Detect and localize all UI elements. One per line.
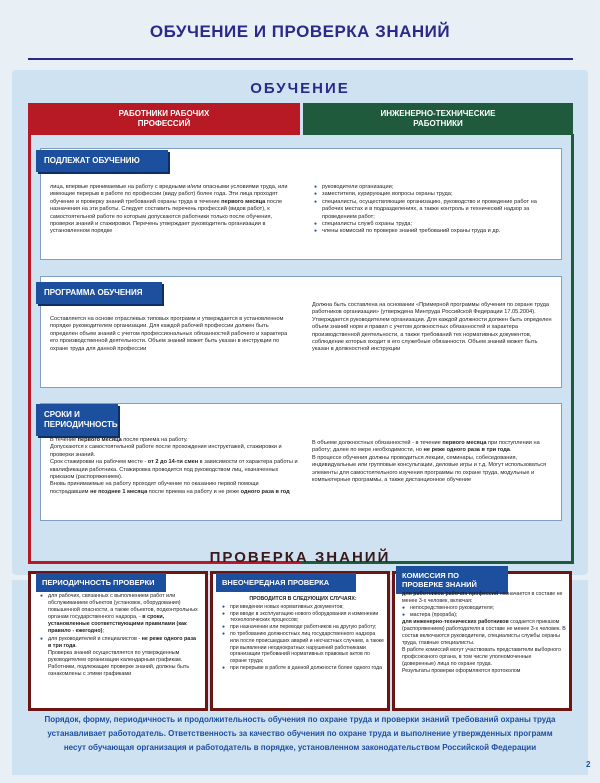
training-section-title: ОБУЧЕНИЕ [250, 80, 350, 97]
extraordinary-check-text: ПРОВОДИТСЯ В СЛЕДУЮЩИХ СЛУЧАЯХ: ● при введении новых нормативных документов; ● при вводе в эксплуатацию нового оборудования и изменении технологических процессов; ● при назначении или переводе работников на другую работу; ● по требованию должностных лиц государственного надзора или после происшедших аварий и несчастных случаев, а также при выявлении неоднократных нарушений работниками организации требований нормативных правовых актов по охране труда; ● при перерыве в работе в данной должности более одного года [222, 596, 384, 672]
title-divider [28, 58, 573, 60]
subject-workers-text: лица, впервые принимаемые на работу с вредными и/или опасными условиями труда, или имеющие перерыв в работе по профессии (виду работ) более года. Эти лица проходят обучение и проверку знаний требований охраны труда в течение первого месяца после назначения на эти работы. Следует составить перечень профессий (видов работ), к самостоятельной работе по которым допускаются работники только после обучения, проверки знаний и стажировки. Перечень утверждает руководитель организации в установленном порядке [50, 184, 288, 235]
program-tag: ПРОГРАММА ОБУЧЕНИЯ [36, 282, 162, 304]
list-item: ● по требованию должностных лиц государственного надзора или после происшедших аварий и несчастных случаев, а также при выявлении неоднократных нарушений работниками организации требований нормативных правовых актов по охране труда; [222, 631, 384, 665]
workers-column-header: РАБОТНИКИ РАБОЧИХ ПРОФЕССИЙ [28, 103, 300, 135]
exam-section-title: ПРОВЕРКА ЗНАНИЙ [209, 549, 391, 566]
list-item: ● при введении новых нормативных документов; [222, 604, 384, 611]
commission-tag: КОМИССИЯ ПО ПРОВЕРКЕ ЗНАНИЙ [396, 566, 508, 594]
engineers-column-header: ИНЖЕНЕРНО-ТЕХНИЧЕСКИЕ РАБОТНИКИ [303, 103, 573, 135]
list-item: ● при вводе в эксплуатацию нового оборудования и изменении технологических процессов; [222, 611, 384, 625]
list-item: ● мастера (прораба); [402, 612, 566, 619]
list-item: ● непосредственного руководителя; [402, 605, 566, 612]
list-item: ● специалисты, осуществляющие организацию, руководство и проведение работ на рабочих местах и в подразделениях, а также контроль и технический надзор за проведением работ; [314, 199, 554, 221]
list-item: ● при назначении или переводе работников на другую работу; [222, 624, 384, 631]
periodicity-workers-text: В течение первого месяца после приема на работу. Допускаются к самостоятельной работе после прохождения инструктажей, стажировки и проверки знаний. Срок стажировки на рабочем месте - от 2 до 14-ти смен в зависимости от характера работы и квалификации работника. Стажировка проводится под руководством лиц, назначенных приказом (распоряжением). Вновь принимаемые на работу проходят обучение по оказанию первой помощи пострадавшим не позднее 1 месяца после приема на работу и не реже одного раза в год [50, 437, 298, 495]
list-item: ● специалисты служб охраны труда; [314, 221, 554, 228]
footer-note: Порядок, форму, периодичность и продолжительность обучения по охране труда и проверки знаний требований охраны труда устанавливает работодатель. Ответственность за качество обучения по охране труда и выполнение утвержденных программ несут обучающая организация и работодатель в порядке, установленном законодательством Российской Федерации [44, 715, 556, 752]
periodic-check-text: ● для рабочих, связанных с выполнением работ или обслуживанием объектов (установок, оборудования) повышенной опасности, а также объектов, подконтрольных органам государственного надзора, - в сроки, установленные соответствующими правилами (как правило - ежегодно); ● для руководителей и специалистов - не реже одного раза в три года. Проверка знаний осуществляется по утвержденным руководителем организации календарным графикам. Работники, подлежащие проверке знаний, должны быть ознакомлены с этими графиками [40, 593, 200, 678]
subject-engineers-list [314, 184, 554, 236]
list-item: ● при перерыве в работе в данной должности более одного года [222, 665, 384, 672]
list-item: ● для рабочих, связанных с выполнением работ или обслуживанием объектов (установок, оборудования) повышенной опасности, а также объектов, подконтрольных органам государственного надзора, - в сроки, установленные соответствующими правилами (как правило - ежегодно); [40, 593, 200, 636]
periodicity-tag: СРОКИ И ПЕРИОДИЧНОСТЬ [36, 404, 118, 436]
list-item: ● руководители организации; [314, 184, 554, 191]
list-item: ● заместители, курирующие вопросы охраны труда; [314, 191, 554, 198]
list-item: ● члены комиссий по проверке знаний требований охраны труда и др. [314, 228, 554, 235]
subject-tag: ПОДЛЕЖАТ ОБУЧЕНИЮ [36, 150, 168, 172]
periodicity-engineers-text: В объеме должностных обязанностей - в течение первого месяца при поступлении на работу; далее по мере необходимости, но не реже одного раза в три года. В процессе обучения должны проводиться лекции, семинары, собеседования, индивидуальные или групповые консультации, деловые игры и т.д. Могут использоваться элементы для самостоятельного изучения программы по охране труда, модульные и компьютерные программы, а также дистанционное обучение [312, 440, 547, 484]
page-title: ОБУЧЕНИЕ И ПРОВЕРКА ЗНАНИЙ [149, 22, 451, 41]
program-engineers-text: Должна быть составлена на основании «Примерной программы обучения по охране труда работников организации» (утверждена Минтруда Российской Федерации 17.05.2004). Утверждается руководителем организации. Для каждой должности должен быть определен объем знаний норм и правил с учетом должностных обязанностей и характера производственной деятельности, а также требований тех нормативных документов, соблюдение которых входит в его служебные обязанности. Объем знаний может быть указан в должностной инструкции [312, 302, 552, 353]
periodic-check-tag: ПЕРИОДИЧНОСТЬ ПРОВЕРКИ [36, 573, 166, 592]
list-item: ● для руководителей и специалистов - не реже одного раза в три года. [40, 636, 200, 650]
commission-text: для работников рабочих профессий назначается в составе не менее 3-х человек, включая: ● непосредственного руководителя; ● мастера (прораба); для инженерно-технических работников создается приказом (распоряжением) работодателя в составе не менее 3-х человек. В состав включаются руководители, специалисты службы охраны труда, главные специалисты. В работе комиссий могут участвовать представители выборного профсоюзного органа, в том числе уполномоченные (доверенные) лица по охране труда. Результаты проверки оформляются протоколом [402, 591, 566, 675]
page-number: 2 [586, 760, 591, 769]
program-workers-text: Составляется на основе отраслевых типовых программ и утверждается в установленном порядке руководителем организации. Для каждой рабочей профессии должен быть определен объем знаний с учетом профессиональных обязанностей рабочего и характера его производственной деятельности. Объем знаний может быть указан в инструкции по охране труда для данной профессии [50, 316, 288, 352]
extraordinary-check-tag: ВНЕОЧЕРЕДНАЯ ПРОВЕРКА [216, 573, 356, 592]
